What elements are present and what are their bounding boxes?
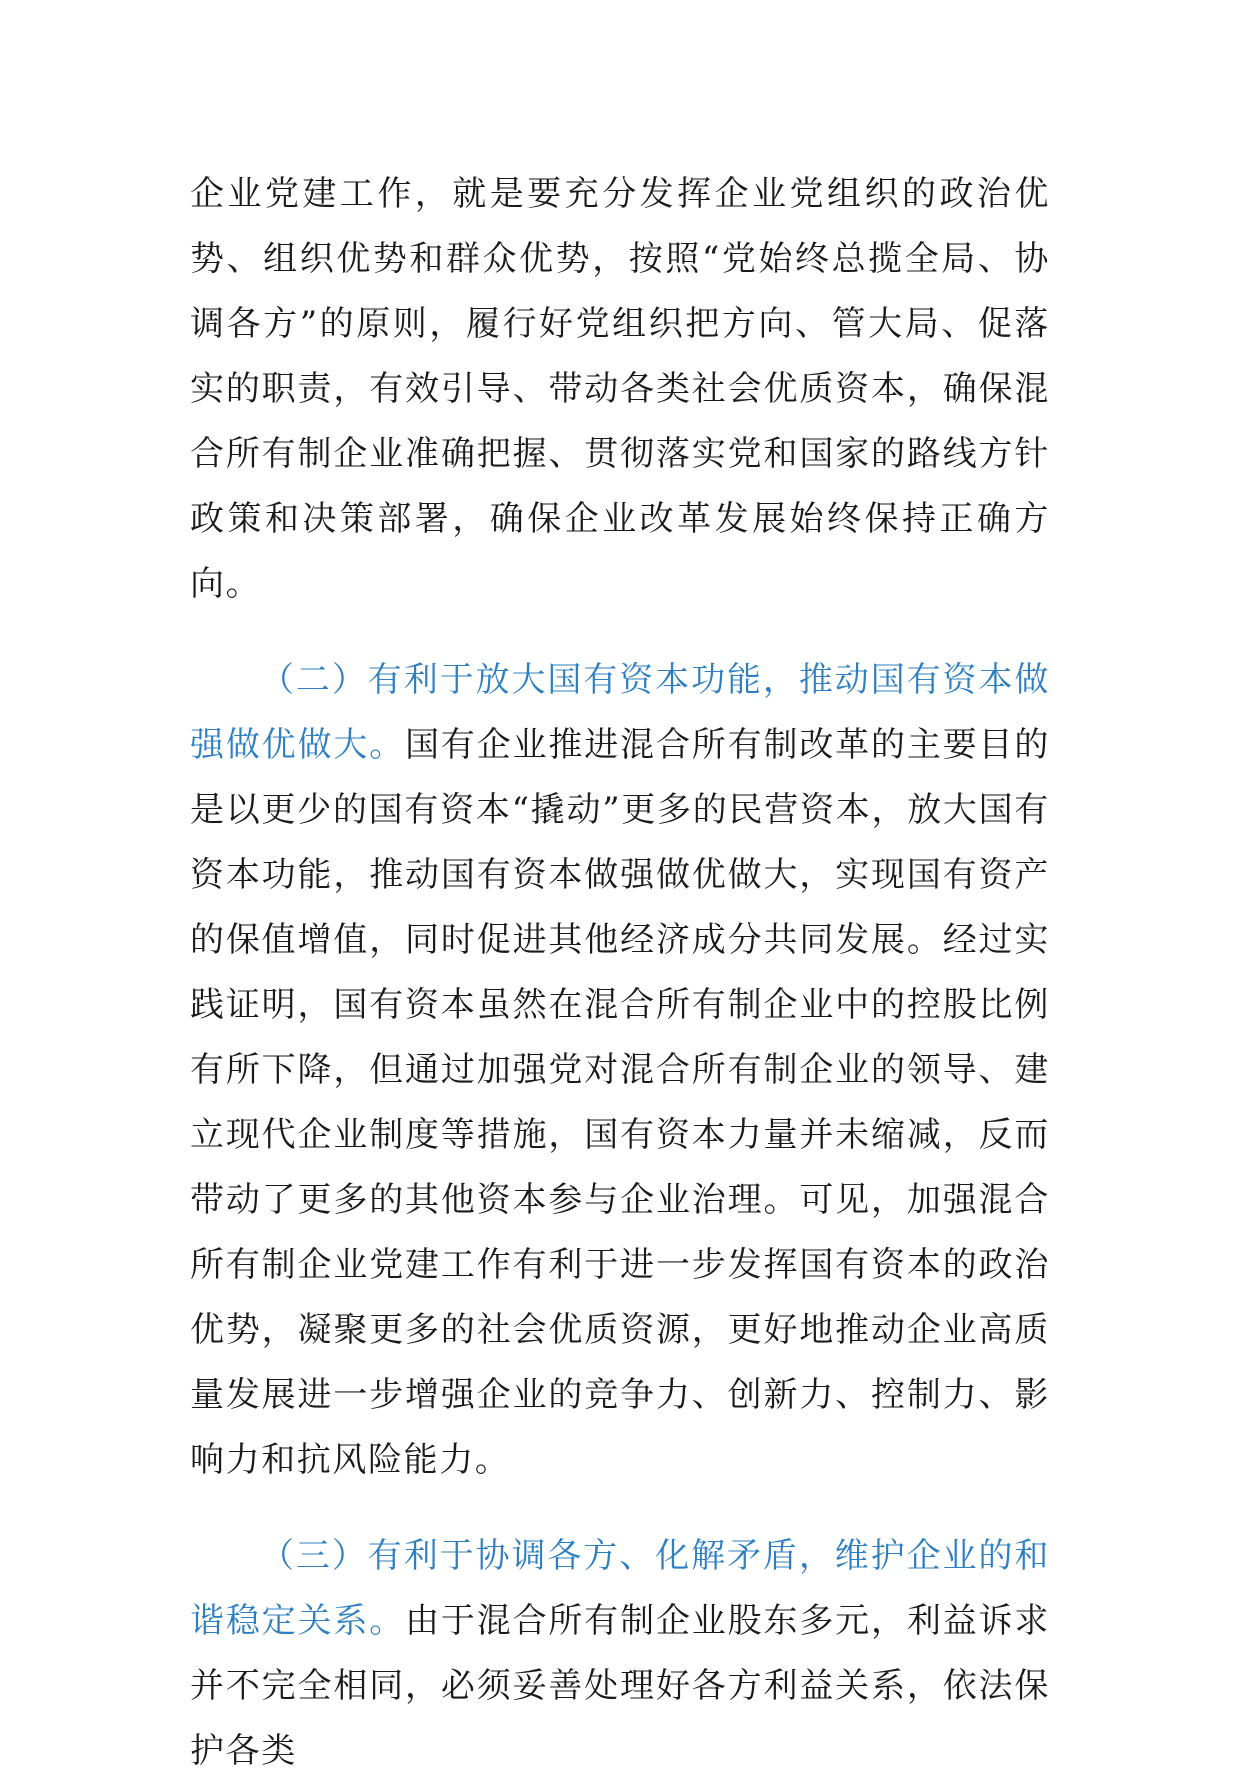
section-heading: （三）有利于协调各方、化解矛盾，维护企业的和谐稳定关系。 <box>190 1536 1050 1641</box>
paragraph-text: 由于混合所有制企业股东多元，利益诉求并不完全相同，必须妥善处理好各方利益关系，依法保护各类 <box>190 1601 1050 1771</box>
paragraph-text: 国有企业推进混合所有制改革的主要目的是以更少的国有资本“撬动”更多的民营资本，放大国有资本功能，推动国有资本做强做优做大，实现国有资产的保值增值，同时促进其他经济成分共同发展。经过实践证明，国有资本虽然在混合所有制企业中的控股比例有所下降，但通过加强党对混合所有制企业的领导、建立现代企业制度等措施，国有资本力量并未缩减，反而带动了更多的其他资本参与企业治理。可见，加强混合所有制企业党建工作有利于进一步发挥国有资本的政治优势，凝聚更多的社会优质资源，更好地推动企业高质量发展进一步增强企业的竞争力、创新力、控制力、影响力和抗风险能力。 <box>190 725 1050 1480</box>
paragraph-section-three <box>190 1524 1050 1784</box>
paragraph-continuation <box>190 162 1050 617</box>
document-body <box>190 162 1050 1784</box>
section-heading: （二）有利于放大国有资本功能，推动国有资本做强做优做大。 <box>190 660 1050 765</box>
paragraph-section-two <box>190 648 1050 1493</box>
paragraph-text: 企业党建工作，就是要充分发挥企业党组织的政治优势、组织优势和群众优势，按照“党始终总揽全局、协调各方”的原则，履行好党组织把方向、管大局、促落实的职责，有效引导、带动各类社会优质资本，确保混合所有制企业准确把握、贯彻落实党和国家的路线方针政策和决策部署，确保企业改革发展始终保持正确方向。 <box>190 174 1050 604</box>
